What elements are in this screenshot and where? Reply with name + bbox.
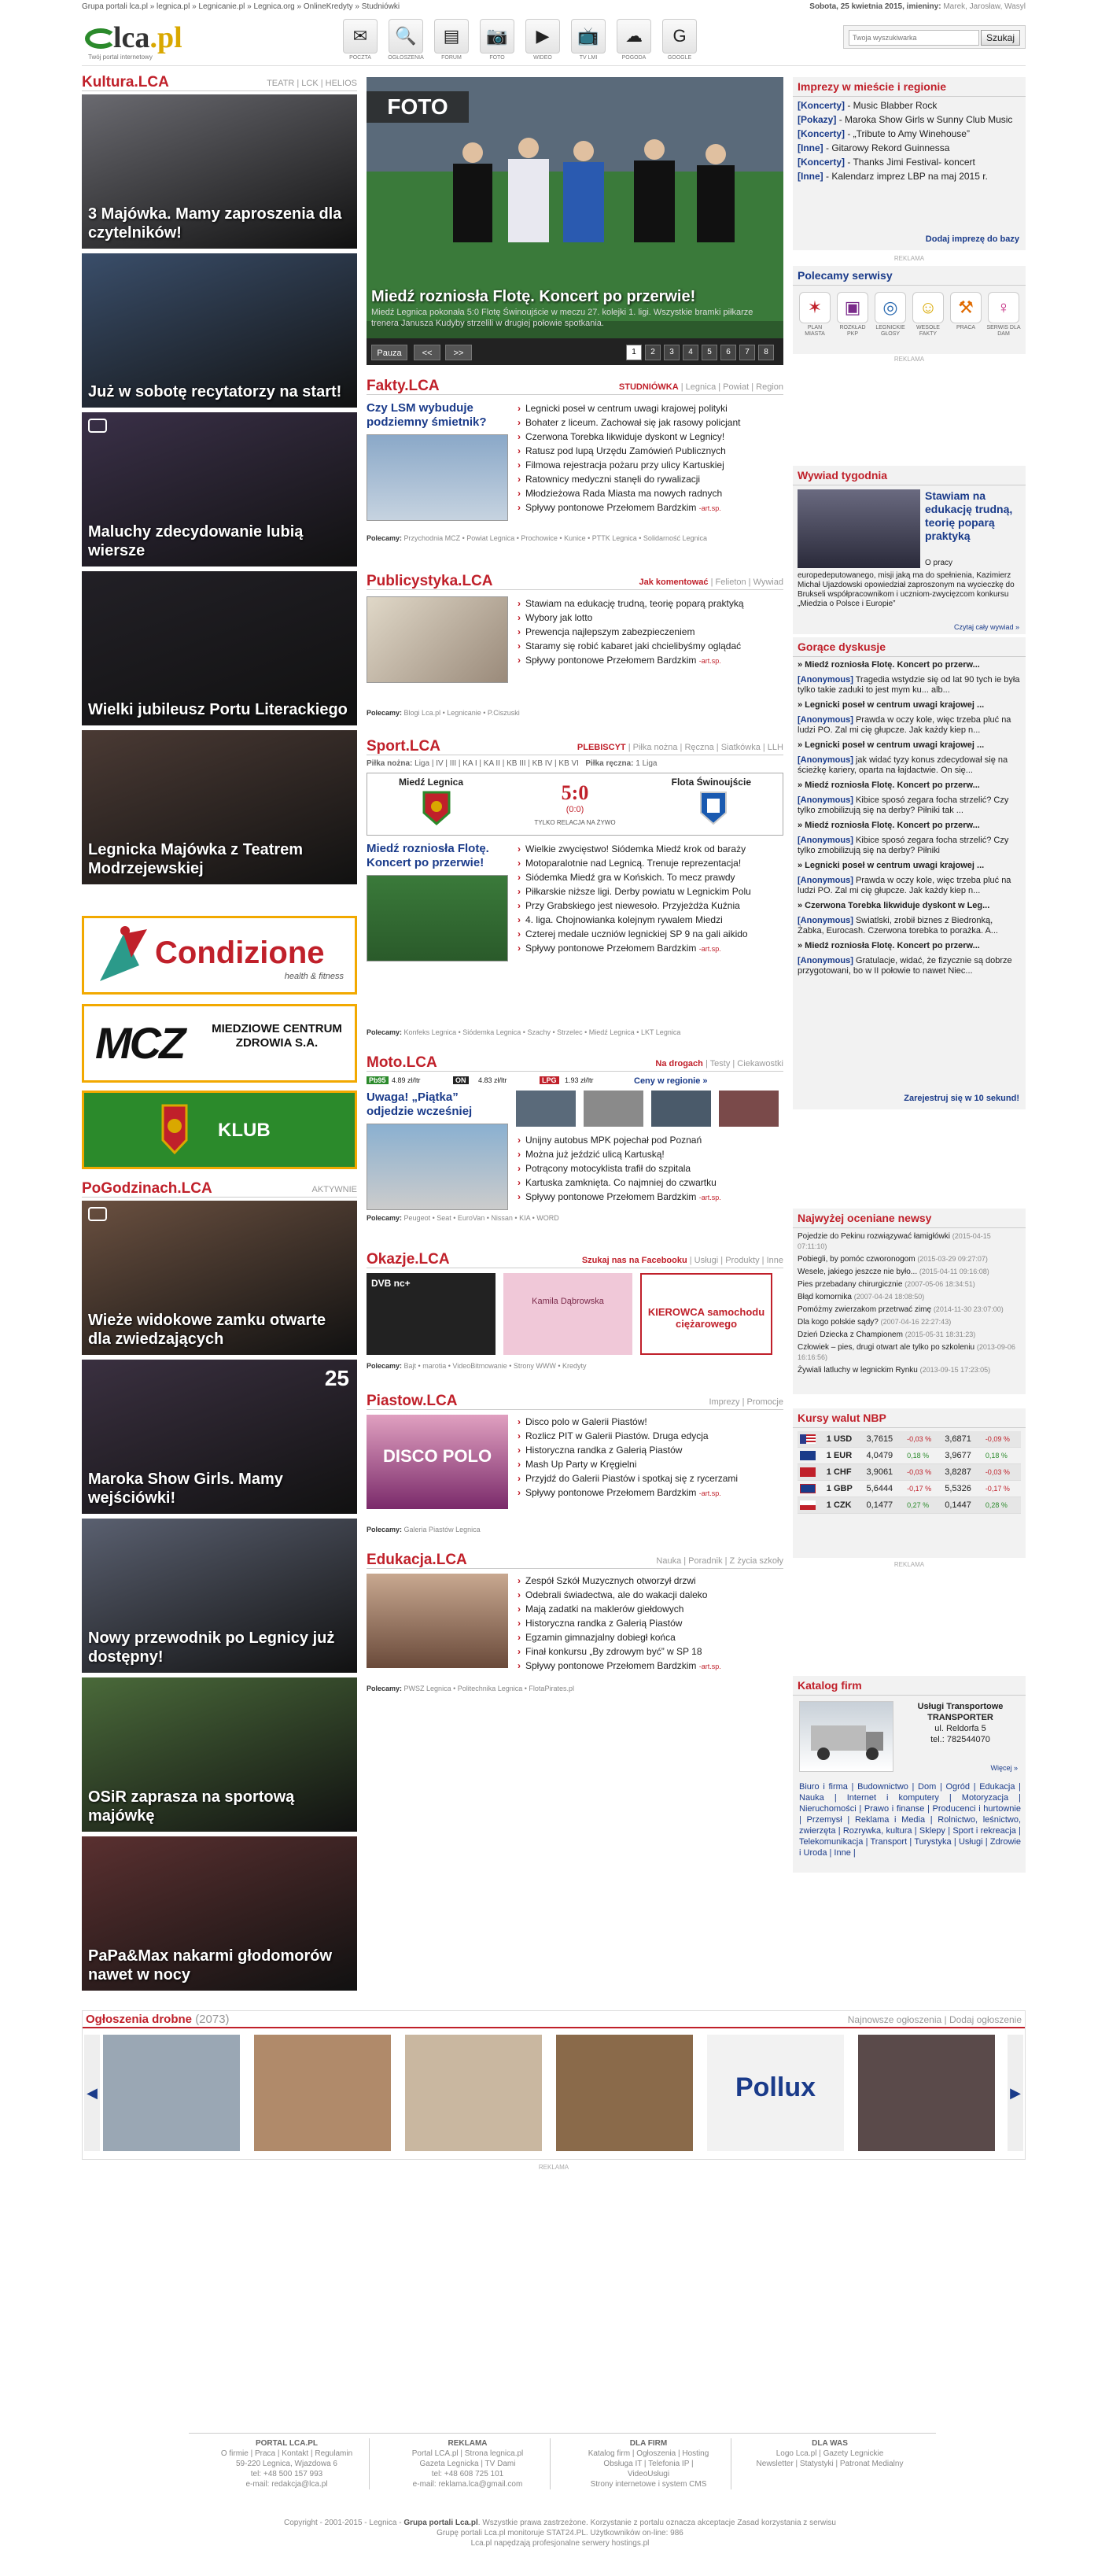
discussion-comment[interactable]: [Anonymous] Kibice sposó zegara focha strzelić? Czy tylko zmobilizują się na derby? Piłniki tak ... — [798, 795, 1009, 815]
service-link[interactable]: ▣ ROZKŁAD PKP — [835, 292, 870, 338]
photo-tile[interactable] — [82, 1519, 357, 1673]
serwisy-list — [793, 286, 1026, 349]
sponsored-tag: -art.sp. — [698, 504, 721, 512]
badge-25: 25 — [324, 1366, 349, 1390]
sport-list — [516, 842, 783, 956]
wywiad-head[interactable]: Stawiam na edukację trudną, teorię poparą praktyką — [925, 489, 1013, 542]
moto-links[interactable]: Na drogach | Testy | Ciekawostki — [655, 1059, 783, 1068]
pogodzinach-links[interactable]: AKTYWNIE — [311, 1185, 357, 1194]
discussion-topic[interactable]: » Czerwona Torebka likwiduje dyskont w Leg... — [798, 901, 990, 910]
okazje-ad-3[interactable]: KIEROWCA samochodu ciężarowego — [640, 1273, 772, 1355]
najnizej-box — [793, 1209, 1026, 1394]
fakty-lead-photo — [367, 434, 508, 521]
publ-title[interactable]: Publicystyka.LCA — [367, 573, 493, 589]
slider-page-6[interactable]: 6 — [720, 345, 736, 360]
edukacja-title[interactable]: Edukacja.LCA — [367, 1552, 467, 1568]
foto-slider[interactable] — [367, 77, 783, 365]
service-link[interactable]: ✶ PLAN MIASTA — [798, 292, 832, 338]
ad-condizione[interactable]: Condizione health & fitness — [82, 916, 357, 995]
news-item[interactable]: › Młodzieżowa Rada Miasta ma nowych radnych — [516, 486, 783, 500]
slider-next-button[interactable]: >> — [445, 345, 472, 360]
camera-icon — [88, 419, 107, 433]
news-item[interactable]: › Rozlicz PIT w Galerii Piastów. Druga edycja — [516, 1429, 783, 1443]
fuel-prices — [367, 1076, 783, 1087]
slider-page-4[interactable]: 4 — [683, 345, 698, 360]
service-icon: ☺ — [912, 292, 944, 323]
tile-caption: Już w sobotę recytatorzy na start! — [88, 383, 342, 400]
photo-tile[interactable] — [82, 1201, 357, 1355]
live-note: TYLKO RELACJA NA ŻYWO — [534, 819, 616, 826]
classified-thumb[interactable] — [556, 2035, 693, 2151]
news-item[interactable]: › Historyczna randka z Galerią Piastów — [516, 1443, 783, 1457]
service-link[interactable]: ♀ SERWIS DLA DAM — [986, 292, 1021, 338]
fuel-type: ON — [453, 1076, 469, 1084]
photo-tile[interactable] — [82, 730, 357, 884]
sport-polecamy[interactable]: Polecamy: Konfeks Legnica • Siódemka Legnica • Szachy • Strzelec • Miedź Legnica • LKT Legnica — [367, 1028, 681, 1036]
fuel-price: 1.93 zł/ltr — [565, 1076, 594, 1084]
discussion-topic[interactable]: » Legnicki poseł w centrum uwagi krajowej ... — [798, 740, 985, 750]
ogloszenia-links[interactable]: Najnowsze ogłoszenia | Dodaj ogłoszenie — [847, 2014, 1022, 2025]
fuel-region-link[interactable]: Ceny w regionie » — [634, 1076, 708, 1086]
edukacja-lead-photo[interactable] — [367, 1574, 508, 1668]
service-label: POGODA — [621, 55, 647, 61]
fakty-list — [516, 401, 783, 515]
katalog-more-link[interactable]: Więcej » — [990, 1764, 1018, 1772]
news-item[interactable]: › Legnicki poseł w centrum uwagi krajowej polityki — [516, 401, 783, 415]
slider-page-8[interactable]: 8 — [758, 345, 774, 360]
imprezy-title: Imprezy w mieście i regionie — [793, 77, 1026, 97]
top-news-item[interactable]: Dla kogo polskie sądy? (2007-04-16 22:27:43) — [798, 1318, 952, 1327]
piastow-polecamy[interactable]: Polecamy: Galeria Piastów Legnica — [367, 1526, 481, 1533]
news-item[interactable]: › Finał konkursu „By zdrowym być” w SP 18 — [516, 1644, 783, 1659]
publ-header — [367, 573, 783, 590]
news-item[interactable]: › Kartuska zamknięta. Co najmniej do czwartku — [516, 1175, 783, 1190]
classified-thumb[interactable]: Pollux — [707, 2035, 844, 2151]
service-pogoda[interactable] — [612, 19, 656, 61]
news-item[interactable]: › Motoparalotnie nad Legnicą. Trenuje reprezentacja! — [516, 856, 783, 870]
fakty-polecamy[interactable]: Polecamy: Przychodnia MCZ • Powiat Legnica • Prochowice • Kunice • PTTK Legnica • Solidarność Legnica — [367, 534, 707, 542]
photo-tile[interactable] — [82, 1677, 357, 1832]
reklama-label-3: REKLAMA — [893, 1561, 925, 1568]
katalog-firm[interactable]: Usługi Transportowe TRANSPORTER ul. Reldorfa 5 tel.: 782544070 — [917, 1702, 1004, 1744]
discussion-topic[interactable]: » Miedź rozniosła Flotę. Koncert po przerw... — [798, 941, 980, 950]
service-label: OGŁOSZENIA — [388, 55, 424, 61]
service-label: GOOGLE — [667, 55, 692, 61]
news-item[interactable]: › Czerwona Torebka likwiduje dyskont w Legnicy! — [516, 430, 783, 444]
news-item[interactable]: › Odebrali świadectwa, ale do wakacji daleko — [516, 1588, 783, 1602]
search-input[interactable] — [849, 30, 979, 46]
service-icon: ♀ — [988, 292, 1019, 323]
top-news-item[interactable]: Pies przebadany chirurgicznie (2007-05-06 18:34:51) — [798, 1280, 975, 1289]
gorace-box — [793, 637, 1026, 1109]
top-news-item[interactable]: Pobiegli, by pomóc czworonogom (2015-03-29 09:27:07) — [798, 1255, 988, 1264]
discussion-comment[interactable]: [Anonymous] Gratulacje, widać, że fizycznie są dobrze przygotowani, bo w II połowie to nawet Niec... — [798, 956, 1012, 976]
piastow-list — [516, 1415, 783, 1500]
currency-row: 1 GBP 5,6444 -0,17 % 5,5326 -0,17 % — [798, 1481, 1021, 1497]
tile-caption: Maluchy zdecydowanie lubią wiersze — [88, 523, 304, 559]
piastow-title[interactable]: Piastow.LCA — [367, 1393, 458, 1409]
add-event-link[interactable]: Dodaj imprezę do bazy — [925, 234, 1019, 244]
news-item[interactable]: › Można już jeździć ulicą Kartuską! — [516, 1147, 783, 1161]
video-icon: ▶ — [525, 19, 560, 54]
top-bar — [82, 0, 1026, 14]
serwisy-box — [793, 266, 1026, 354]
service-forum[interactable] — [429, 19, 473, 61]
fakty-block — [367, 401, 783, 559]
slider-page-3[interactable]: 3 — [664, 345, 680, 360]
ad-klub-miedz[interactable]: KLUB — [82, 1091, 357, 1169]
pogodzinach-title[interactable]: PoGodzinach.LCA — [82, 1180, 212, 1197]
moto-thumbs[interactable] — [516, 1091, 783, 1127]
top-news-item[interactable]: Błąd komornika (2007-04-24 18:08:50) — [798, 1293, 925, 1301]
slider-desc: Miedź Legnica pokonała 5:0 Flotę Świnoujście w meczu 27. kolejki 1. ligi. Wszystkie bramki piłkarze trenera Janusza Kudyby strzelili w drugiej połowie spotkania. — [371, 308, 753, 328]
news-item[interactable]: › Egzamin gimnazjalny dobiegł końca — [516, 1630, 783, 1644]
news-item[interactable]: › Unijny autobus MPK pojechał pod Poznań — [516, 1133, 783, 1147]
news-item[interactable]: › Piłkarskie niższe ligi. Derby powiatu w Legnickim Polu — [516, 884, 783, 899]
flag-gb-icon — [800, 1484, 816, 1493]
news-item[interactable]: › Spływy pontonowe Przełomem Bardzkim -art.sp. — [516, 1485, 783, 1500]
piastow-header — [367, 1393, 783, 1410]
news-item[interactable]: › Ratownicy medyczni stanęli do rywalizacji — [516, 472, 783, 486]
site-logo[interactable]: lca.pl Twój portal internetowy — [85, 20, 187, 60]
halftime: (0:0) — [566, 805, 584, 814]
service-label: POCZTA — [349, 55, 371, 61]
okazje-title[interactable]: Okazje.LCA — [367, 1251, 450, 1268]
discussion-comment[interactable]: [Anonymous] Prawda w oczy kole, więc trzeba pluć na ludzi PO. Zal mi cię głupcze. Jak każdy kiep n... — [798, 876, 1011, 895]
currency-row: 1 CHF 3,9061 -0,03 % 3,8287 -0,03 % — [798, 1464, 1021, 1481]
score: 5:0 — [561, 781, 589, 804]
edukacja-links[interactable]: Nauka | Poradnik | Z życia szkoły — [656, 1556, 783, 1566]
sport-league-links[interactable]: Piłka nożna: Liga | IV | III | KA I | KA II | KB III | KB IV | KB VI Piłka ręczna: 1 Liga — [367, 759, 658, 768]
moto-polecamy[interactable]: Polecamy: Peugeot • Seat • EuroVan • Nissan • KIA • WORD — [367, 1214, 559, 1222]
tile-caption: Maroka Show Girls. Mamy wejściówki! — [88, 1471, 283, 1507]
fuel-price: 4.89 zł/ltr — [392, 1076, 421, 1084]
discussion-topic[interactable]: » Legnicki poseł w centrum uwagi krajowej ... — [798, 861, 985, 870]
news-item[interactable]: › Spływy pontonowe Przełomem Bardzkim -art.sp. — [516, 500, 783, 515]
moto-block — [367, 1076, 783, 1234]
score-box[interactable]: Miedź Legnica Flota Świnoujście 5:0 (0:0) TYLKO RELACJA NA ŻYWO — [367, 773, 783, 836]
service-google[interactable] — [658, 19, 702, 61]
news-item[interactable]: › Stawiam na edukację trudną, teorię poparą praktyką — [516, 596, 783, 611]
slider-page-1[interactable]: 1 — [626, 345, 642, 360]
news-item[interactable]: › Spływy pontonowe Przełomem Bardzkim -art.sp. — [516, 1659, 783, 1674]
top-news-item[interactable]: Pomóżmy zwierzakom przetrwać zimę (2014-11-30 23:07:00) — [798, 1305, 1004, 1314]
sponsored-tag: -art.sp. — [698, 1489, 721, 1497]
tile-caption: Legnicka Majówka z Teatrem Modrzejewskiej — [88, 841, 304, 877]
photo-tile[interactable] — [82, 1836, 357, 1991]
katalog-categories[interactable]: Biuro i firma | Budownictwo | Dom | Ogród | Edukacja | Nauka | Internet i komputery | Motoryzacja | Nieruchomości | Prawo i finanse | Producenci i hurtownie | Przemysł | Reklama i Media | Rolnictwo, leśnictwo, zwierzęta | Rozrywka, kultura | Sklepy | Sport i rekreacja | Telekomunikacja | Transport | Turystyka | Usługi | Zdrowie i Uroda | Inne | — [799, 1782, 1021, 1858]
sport-lead[interactable]: Miedź rozniosła Flotę. Koncert po przerwie! — [367, 842, 508, 961]
service-tv-lmi[interactable] — [566, 19, 610, 61]
okazje-ad-1[interactable]: DVB nc+ — [367, 1273, 496, 1355]
currency-row: 1 CZK 0,1477 0,27 % 0,1447 0,28 % — [798, 1497, 1021, 1514]
event-item[interactable]: [Pokazy] - Maroka Show Girls w Sunny Club Music — [798, 114, 1013, 125]
top-news-item[interactable]: Dzień Dziecka z Championem (2015-05-31 18:31:23) — [798, 1330, 976, 1339]
weather-icon: ☁ — [617, 19, 651, 54]
edukacja-polecamy[interactable]: Polecamy: PWSZ Legnica • Politechnika Legnica • FlotaPirates.pl — [367, 1685, 574, 1692]
slider-title[interactable]: Miedź rozniosła Flotę. Koncert po przerwie! — [371, 288, 696, 305]
kultura-title[interactable]: Kultura.LCA — [82, 74, 169, 90]
reklama-label-4: REKLAMA — [538, 2164, 569, 2171]
mail-icon: ✉ — [343, 19, 378, 54]
logo-swirl-icon — [85, 28, 116, 49]
photo-tile[interactable] — [82, 571, 357, 725]
reklama-label: REKLAMA — [893, 255, 925, 262]
tile-caption: Wielki jubileusz Portu Literackiego — [88, 701, 348, 718]
tv-icon: 📺 — [571, 19, 606, 54]
service-label: WIDEO — [533, 55, 552, 61]
footer — [189, 2433, 936, 2527]
slider-page-5[interactable]: 5 — [702, 345, 717, 360]
currency-row: 1 EUR 4,0479 0,18 % 3,9677 0,18 % — [798, 1448, 1021, 1464]
discussion-comment[interactable]: [Anonymous] Kibice sposó zegara focha strzelić? Czy tylko zmobilizują się na derby? Piłniki — [798, 836, 1009, 855]
reklama-label-2: REKLAMA — [893, 356, 925, 363]
news-item[interactable]: › Mash Up Party w Kręgielni — [516, 1457, 783, 1471]
news-item[interactable]: › 4. liga. Chojnowianka kolejnym rywalem Miedzi — [516, 913, 783, 927]
footer-col[interactable]: DLA WAS Logo Lca.pl | Gazety Legnickie Newsletter | Statystyki | Patronat Medialny — [756, 2439, 904, 2468]
pogodzinach-header — [82, 1180, 357, 1198]
fakty-links[interactable]: STUDNIÓWKA | Legnica | Powiat | Region — [618, 382, 783, 392]
moto-lead[interactable]: Uwaga! „Piątka” odjedzie wcześniej — [367, 1091, 508, 1210]
news-item[interactable]: › Staramy się robić kabaret jaki chcielibyśmy oglądać — [516, 639, 783, 653]
slider-page-2[interactable]: 2 — [645, 345, 661, 360]
wywiad-photo[interactable] — [798, 489, 920, 568]
kursy-title: Kursy walut NBP — [793, 1408, 1026, 1428]
currency-row: 1 USD 3,7615 -0,03 % 3,6871 -0,09 % — [798, 1431, 1021, 1448]
flag-cz-icon — [800, 1500, 816, 1510]
sport-header — [367, 738, 783, 755]
carousel-next-icon[interactable]: ▶ — [1008, 2035, 1023, 2151]
photo-tile[interactable] — [82, 412, 357, 566]
discussion-comment[interactable]: [Anonymous] Tragedia wstydzie się od lat 90 tych ie była tylko takie zaduki to jest mym ku... alb... — [798, 675, 1020, 695]
news-item[interactable]: › Spływy pontonowe Przełomem Bardzkim -art.sp. — [516, 941, 783, 956]
sponsored-tag: -art.sp. — [698, 945, 721, 953]
najnizej-title: Najwyżej oceniane newsy — [793, 1209, 1026, 1228]
ogloszenia-title[interactable]: Ogłoszenia drobne (2073) — [86, 2013, 230, 2026]
discussion-comment[interactable]: [Anonymous] Prawda w oczy kole, więc trzeba pluć na ludzi PO. Zal mi cię głupcze. Jak każdy kiep n... — [798, 715, 1011, 735]
event-item[interactable]: [Koncerty] - Thanks Jimi Festival- koncert — [798, 157, 975, 168]
kursy-table — [798, 1431, 1021, 1514]
publ-polecamy[interactable]: Polecamy: Blogi Lca.pl • Legnicanie • P.Ciszuski — [367, 709, 520, 717]
fuel-type: LPG — [540, 1076, 559, 1084]
flag-us-icon — [800, 1434, 816, 1444]
slider-label: FOTO — [367, 91, 469, 123]
sport-links[interactable]: PLEBISCYT | Piłka nożna | Ręczna | Siatkówka | LLH — [577, 743, 783, 752]
fakty-title[interactable]: Fakty.LCA — [367, 378, 440, 394]
gorace-title: Gorące dyskusje — [793, 637, 1026, 657]
okazje-header — [367, 1251, 783, 1268]
serwisy-title: Polecamy serwisy — [793, 266, 1026, 286]
news-item[interactable]: › Zespół Szkół Muzycznych otworzył drzwi — [516, 1574, 783, 1588]
classified-thumb[interactable] — [858, 2035, 995, 2151]
carousel-prev-icon[interactable]: ◀ — [84, 2035, 100, 2151]
register-link[interactable]: Zarejestruj się w 10 sekund! — [904, 1094, 1019, 1103]
search-button[interactable]: Szukaj — [981, 30, 1020, 46]
moto-list — [516, 1133, 783, 1205]
discussion-topic[interactable]: » Miedź rozniosła Flotę. Koncert po przerw... — [798, 821, 980, 830]
footer-col[interactable]: REKLAMA Portal LCA.pl | Strona legnica.pl Gazeta Legnicka | TV Dami tel: +48 608 725 101 e-mail: reklama.lca@gmail.com — [385, 2438, 551, 2489]
footer-col[interactable]: DLA FIRM Katalog firm | Ogłoszenia | Hosting Obsługa IT | Telefonia IP | VideoUsługi Strony internetowe i system CMS — [566, 2438, 731, 2489]
discussion-comment[interactable]: [Anonymous] Swiatlski, zrobił biznes z Biedronką, Żabka, Eurocash. Czerwona torebka to porażka. A... — [798, 916, 998, 936]
network-links[interactable]: Grupa portali lca.pl » legnica.pl » Legnicanie.pl » Legnica.org » OnlineKredyty » Studniówki — [82, 2, 400, 11]
service-link[interactable]: ☺ WESOŁE FAKTY — [911, 292, 945, 338]
sport-title[interactable]: Sport.LCA — [367, 738, 440, 755]
piastow-block — [367, 1415, 783, 1548]
news-item[interactable]: › Wybory jak lotto — [516, 611, 783, 625]
flag-ch-icon — [800, 1467, 816, 1477]
tile-caption: Nowy przewodnik po Legnicy już dostępny! — [88, 1629, 335, 1666]
camera-icon — [88, 1207, 107, 1221]
news-item[interactable]: › Wielkie zwycięstwo! Siódemka Miedź krok od baraży — [516, 842, 783, 856]
top-news-item[interactable]: Wesele, jakiego jeszcze nie było... (2015-04-11 09:16:08) — [798, 1268, 989, 1276]
publ-links[interactable]: Jak komentować | Felieton | Wywiad — [639, 578, 783, 587]
publ-list — [516, 596, 783, 668]
search-box — [843, 25, 1026, 49]
katalog-box — [793, 1676, 1026, 1873]
sport-block — [367, 758, 783, 1042]
news-item[interactable]: › Spływy pontonowe Przełomem Bardzkim -art.sp. — [516, 653, 783, 668]
service-link[interactable]: ◎ LEGNICKIE GŁOSY — [873, 292, 908, 338]
edukacja-block — [367, 1574, 783, 1707]
okazje-links[interactable]: Szukaj nas na Facebooku | Usługi | Produkty | Inne — [581, 1256, 783, 1265]
service-poczta[interactable] — [338, 19, 382, 61]
tile-caption: PaPa&Max nakarmi głodomorów nawet w nocy — [88, 1947, 333, 1984]
tile-caption: OSiR zaprasza na sportową majówkę — [88, 1788, 295, 1825]
news-item[interactable]: › Czterej medale uczniów legnickiej SP 9 na gali aikido — [516, 927, 783, 941]
news-item[interactable]: › Przyjdź do Galerii Piastów i spotkaj się z rycerzami — [516, 1471, 783, 1485]
fakty-lead[interactable]: Czy LSM wybuduje podziemny śmietnik? — [367, 401, 508, 521]
moto-title[interactable]: Moto.LCA — [367, 1054, 437, 1071]
classified-thumb[interactable] — [405, 2035, 542, 2151]
classified-thumb[interactable] — [254, 2035, 391, 2151]
fuel-price: 4.83 zł/ltr — [478, 1076, 507, 1084]
imprezy-list — [793, 97, 1026, 188]
camera-icon: 📷 — [480, 19, 514, 54]
top-news-item[interactable]: Żywiali latluchy w legnickim Rynku (2013-09-15 17:23:05) — [798, 1366, 991, 1375]
katalog-photo[interactable] — [799, 1701, 893, 1772]
news-item[interactable]: › Potrącony motocyklista trafił do szpitala — [516, 1161, 783, 1175]
wywiad-body: europedeputowanego, misji jaką ma do spełnienia, Kazimierz Michał Ujazdowski opowiedział zaproszonym na wycieczkę do Brukseli współpracownikom i uczniom-zwycięzcom konkursu „Miedzia o Polsce i Europie” — [798, 571, 1015, 608]
katalog-title: Katalog firm — [793, 1676, 1026, 1696]
publ-block — [367, 596, 783, 730]
event-item[interactable]: [Koncerty] - „Tribute to Amy Winehouse” — [798, 128, 970, 139]
top-news-item[interactable]: Pojedzie do Pekinu rozwiązywać łamigłówki (2015-04-15 07:11:10) — [798, 1232, 991, 1250]
najnizej-list — [793, 1228, 1026, 1381]
top-news-item[interactable]: Człowiek – pies, drugi otwart ale tylko po szkoleniu (2013-09-06 16:16:56) — [798, 1343, 1015, 1361]
kultura-links[interactable]: TEATR | LCK | HELIOS — [267, 79, 357, 88]
kultura-header — [82, 74, 357, 91]
discussion-topic[interactable]: » Miedź rozniosła Flotę. Koncert po przerw... — [798, 660, 980, 670]
news-item[interactable]: › Siódemka Miedź gra w Końskich. To mecz prawdy — [516, 870, 783, 884]
okazje-block — [367, 1273, 783, 1383]
discussion-comment[interactable]: [Anonymous] jak widać tyzy konus zdecydował się na ścieżkę kariery, oparta na łajdactwie. On się... — [798, 755, 1008, 775]
forum-icon: ▤ — [434, 19, 469, 54]
copyright: Copyright - 2001-2015 - Legnica - Grupa portali Lca.pl. Wszystkie prawa zastrzeżone. Korzystanie z portalu oznacza akceptacje Zasad korzystania z serwisu Grupę portali Lca.pl monitoruje STAT24.PL. Użytkowników on-line: 986 Lca.pl napędzają profesjonalne serwery hostings.pl — [284, 2519, 836, 2548]
date-nameday: Sobota, 25 kwietnia 2015, imieniny: Marek, Jarosław, Wasyl — [809, 2, 1026, 11]
imprezy-box — [793, 77, 1026, 250]
gorace-list — [793, 657, 1026, 984]
news-item[interactable]: › Filmowa rejestracja pożaru przy ulicy Kartuskiej — [516, 458, 783, 472]
slider-pause-button[interactable]: Pauza — [371, 345, 407, 360]
wywiad-box: Wywiad tygodnia Stawiam na edukację trudną, teorię poparą praktyką O pracy europedeputowanego, misji jaką ma do spełnienia, Kazimierz Michał Ujazdowski opowiedział zaproszonym na wycieczkę do Brukseli współpracownikom i uczniom-zwycięzcom konkursu „Miedzia o Polsce i Europie” Czytaj cały wywiad » — [793, 466, 1026, 634]
service-foto[interactable] — [475, 19, 519, 61]
news-item[interactable]: › Historyczna randka z Galerią Piastów — [516, 1616, 783, 1630]
tile-caption: Wieże widokowe zamku otwarte dla zwiedzających — [88, 1312, 326, 1348]
slider-page-7[interactable]: 7 — [739, 345, 755, 360]
footer-col[interactable]: PORTAL LCA.PL O firmie | Praca | Kontakt | Regulamin 59-220 Legnica, Wjazdowa 6 tel: +48 500 157 993 e-mail: redakcja@lca.pl — [204, 2438, 370, 2489]
news-item[interactable]: › Ratusz pod lupą Urzędu Zamówień Publicznych — [516, 444, 783, 458]
service-link[interactable]: ⚒ PRACA — [949, 292, 983, 331]
wywiad-more-link[interactable]: Czytaj cały wywiad » — [953, 623, 1019, 631]
service-icon: ⚒ — [950, 292, 982, 323]
tile-caption: 3 Majówka. Mamy zaproszenia dla czytelników! — [88, 205, 342, 242]
sponsored-tag: -art.sp. — [698, 1663, 721, 1670]
sponsored-tag: -art.sp. — [698, 657, 721, 665]
service-icon: ▣ — [837, 292, 868, 323]
moto-header — [367, 1054, 783, 1072]
event-item[interactable]: [Koncerty] - Music Blabber Rock — [798, 100, 938, 111]
news-item[interactable]: › Disco polo w Galerii Piastów! — [516, 1415, 783, 1429]
service-wideo[interactable] — [521, 19, 565, 61]
kursy-box — [793, 1408, 1026, 1558]
photo-tile[interactable] — [82, 1360, 357, 1514]
slider-prev-button[interactable]: << — [414, 345, 440, 360]
fakty-header — [367, 378, 783, 395]
photo-tile[interactable] — [82, 94, 357, 249]
discussion-topic[interactable]: » Miedź rozniosła Flotę. Koncert po przerw... — [798, 781, 980, 790]
service-icon: ✶ — [799, 292, 831, 323]
okazje-ad-2[interactable]: Kamila Dąbrowska — [503, 1273, 632, 1355]
event-item[interactable]: [Inne] - Gitarowy Rekord Guinnessa — [798, 142, 950, 153]
flag-eu-icon — [800, 1451, 816, 1460]
news-item[interactable]: › Prewencja najlepszym zabezpieczeniem — [516, 625, 783, 639]
sponsored-tag: -art.sp. — [698, 1194, 721, 1201]
service-label: FOTO — [489, 55, 505, 61]
piastow-lead-photo[interactable]: DISCO POLO — [367, 1415, 508, 1509]
news-item[interactable]: › Spływy pontonowe Przełomem Bardzkim -art.sp. — [516, 1190, 783, 1205]
news-item[interactable]: › Przy Grabskiego jest niewesoło. Przyjeżdża Kuźnia — [516, 899, 783, 913]
publ-lead-photo[interactable] — [367, 596, 508, 683]
wywiad-title: Wywiad tygodnia — [793, 466, 1026, 485]
ogloszenia-box — [82, 2010, 1026, 2160]
edukacja-list — [516, 1574, 783, 1674]
photo-tile[interactable] — [82, 253, 357, 408]
header — [82, 14, 1026, 66]
slider-controls — [367, 338, 783, 365]
ad-mcz[interactable]: MCZ MIEDZIOWE CENTRUM ZDROWIA S.A. — [82, 1004, 357, 1083]
service-label: TV LMI — [579, 55, 598, 61]
news-item[interactable]: › Mają zadatki na maklerów giełdowych — [516, 1602, 783, 1616]
edukacja-header — [367, 1552, 783, 1569]
classified-thumb[interactable] — [103, 2035, 240, 2151]
news-item[interactable]: › Bohater z liceum. Zachował się jak rasowy policjant — [516, 415, 783, 430]
service-ogłoszenia[interactable] — [384, 19, 428, 61]
google-icon: G — [662, 19, 697, 54]
search-person-icon: 🔍 — [389, 19, 423, 54]
fuel-type: Pb95 — [367, 1076, 389, 1084]
okazje-polecamy[interactable]: Polecamy: Bajt • marotia • VideoBitmowanie • Strony WWW • Kredyty — [367, 1362, 587, 1370]
piastow-links[interactable]: Imprezy | Promocje — [709, 1397, 783, 1407]
discussion-topic[interactable]: » Legnicki poseł w centrum uwagi krajowej ... — [798, 700, 985, 710]
service-label: FORUM — [441, 55, 462, 61]
event-item[interactable]: [Inne] - Kalendarz imprez LBP na maj 2015 r. — [798, 171, 988, 182]
service-icon: ◎ — [875, 292, 906, 323]
